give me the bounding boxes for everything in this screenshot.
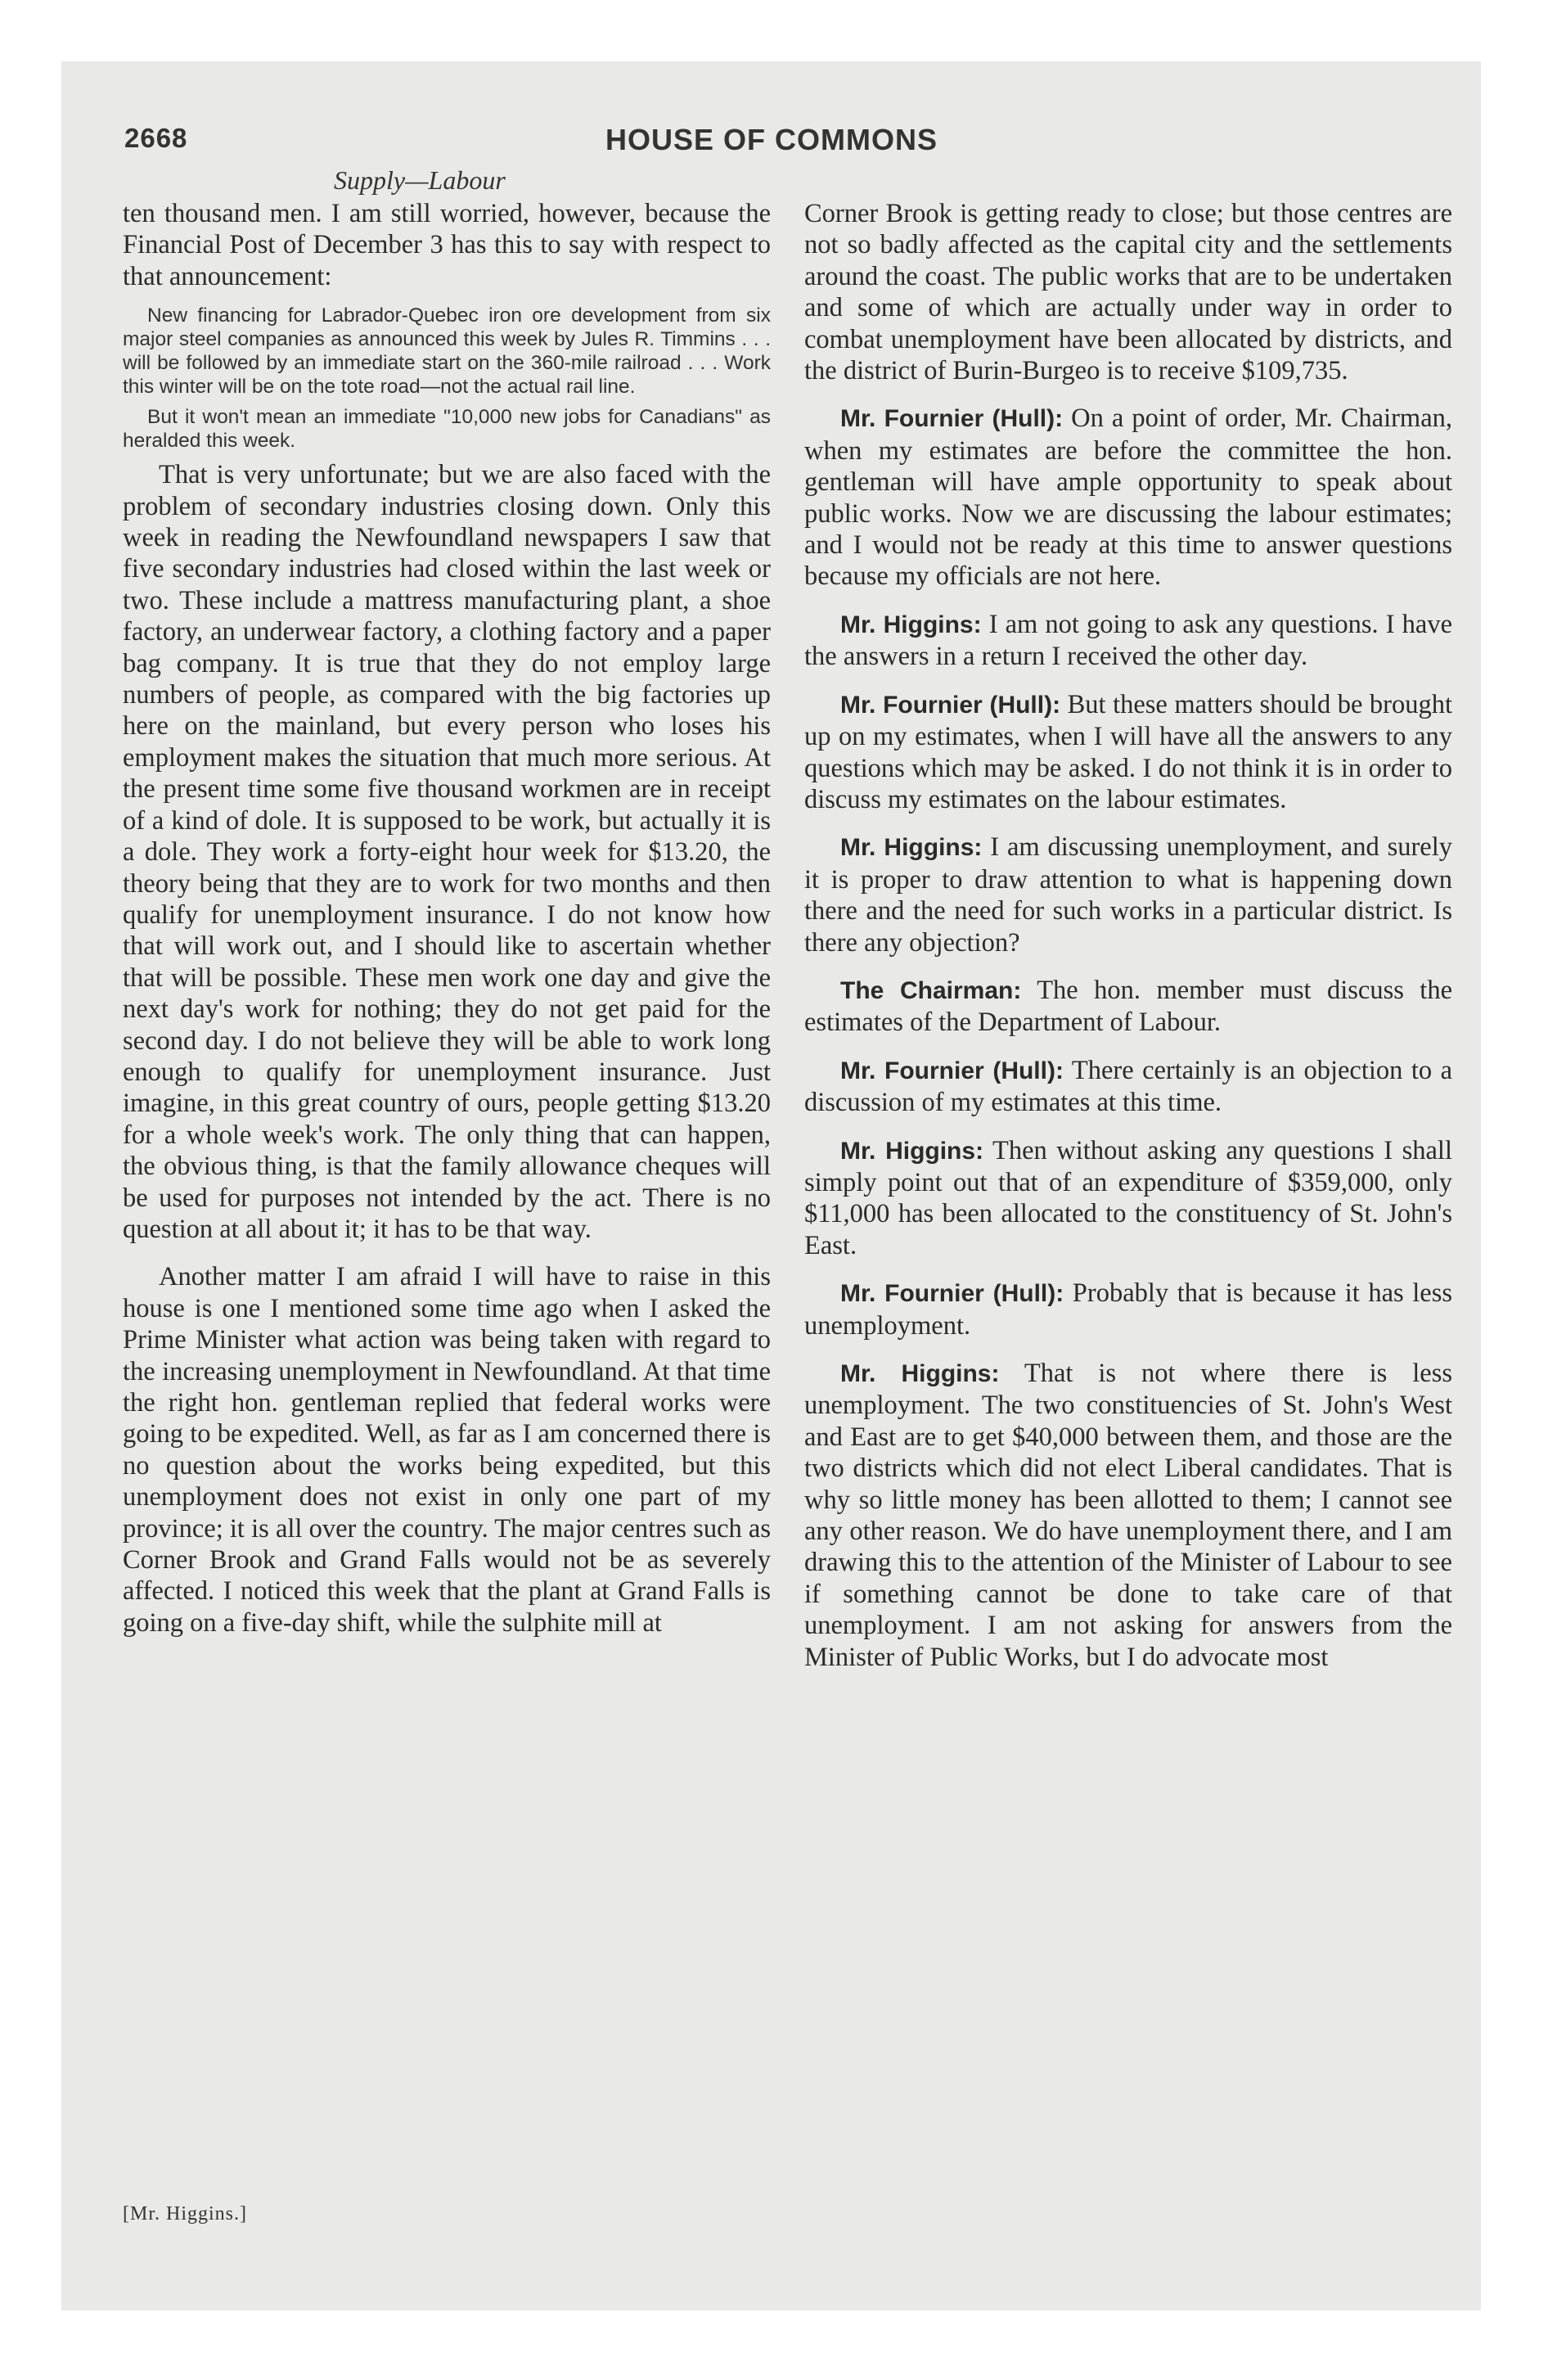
page-number: 2668 xyxy=(124,123,188,153)
speech xyxy=(804,832,1452,958)
quote-paragraph: New financing for Labrador-Quebec iron ore development from six major steel companies as announced this week by Jules R. Timmins . . . will be followed by an immediate start on the 360-mile railroad . . . Work this winter will be on the tote road—not the actual rail line. xyxy=(123,304,771,399)
speech-text: Then without asking any questions I shall simply point out that of an expenditure of $359,000, only $11,000 has been allocated to the constituency of St. John's East. xyxy=(804,1135,1452,1260)
speaker-name: Mr. Fournier (Hull): xyxy=(840,691,1061,719)
footer-attribution: [Mr. Higgins.] xyxy=(123,2203,247,2224)
speaker-name: Mr. Fournier (Hull): xyxy=(840,405,1064,433)
section-heading: Supply—Labour xyxy=(334,165,506,195)
speaker-name: Mr. Fournier (Hull): xyxy=(840,1280,1064,1308)
speech xyxy=(804,1055,1452,1119)
right-column xyxy=(804,198,1452,1689)
paragraph: That is very unfortunate; but we are also faced with the problem of secondary industries closing down. Only this week in reading the Newfoundland newspapers I saw that five secondary industries had closed within the last week or two. These include a mattress manufacturing plant, a shoe factory, an underwear factory, a clothing factory and a paper bag company. It is true that they do not employ large numbers of people, as compared with the big factories up here on the mainland, but every person who loses his employment makes the situation that much more serious. At the present time some five thousand workmen are in receipt of a kind of dole. It is supposed to be work, but actually it is a dole. They work a forty-eight hour week for $13.20, the theory being that they are to work for two months and then qualify for unemployment insurance. I do not know how that will work out, and I should like to ascertain whether that will be possible. These men work one day and give the next day's work for nothing; they do not get paid for the second day. I do not believe they will be able to work long enough to qualify for unemployment insurance. Just imagine, in this great country of ours, people getting $13.20 for a whole week's work. The only thing that can happen, the obvious thing, is that the family allowance cheques will be used for purposes not intended by the act. There is no question at all about it; it has to be that way. xyxy=(123,460,771,1244)
speech-text: Probably that is because it has less unemployment. xyxy=(804,1278,1452,1341)
speech-text: That is not where there is less unemployment. The two constituencies of St. John's West and East are to get $40,000 between them, and those are the two districts which did not elect Liberal candidates. That is why so little money has been allotted to them; I cannot see any other reason. We do have unemployment there, and I am drawing this to the attention of the Minister of Labour to see if something cannot be done to take care of that unemployment. I am not asking for answers from the Minister of Public Works, but I do advocate most xyxy=(804,1359,1452,1672)
speech xyxy=(804,403,1452,592)
speech xyxy=(804,1278,1452,1341)
paragraph: Corner Brook is getting ready to close; but those centres are not so badly affected as the capital city and the settlements around the coast. The public works that are to be undertaken and some of which are actually under way in order to combat unemployment have been allocated by districts, and the district of Burin-Burgeo is to receive $109,735. xyxy=(804,199,1452,386)
speech xyxy=(804,609,1452,673)
speaker-name: Mr. Higgins: xyxy=(840,1137,984,1165)
quote-paragraph: But it won't mean an immediate "10,000 new jobs for Canadians" as heralded this week. xyxy=(123,406,771,453)
paragraph: ten thousand men. I am still worried, however, because the Financial Post of December 3 has this to say with respect to that announcement: xyxy=(123,199,771,291)
speech-text: The hon. member must discuss the estimates of the Department of Labour. xyxy=(804,975,1453,1038)
speech-text: There certainly is an objection to a discussion of my estimates at this time. xyxy=(804,1055,1452,1118)
speech xyxy=(804,1135,1452,1262)
speech-text: I am not going to ask any questions. I have the answers in a return I received the other day. xyxy=(804,609,1452,672)
speech-text: I am discussing unemployment, and surely it is proper to draw attention to what is happening down there and the need for such works in a particular district. Is there any objection? xyxy=(804,832,1452,958)
running-head: HOUSE OF COMMONS xyxy=(605,123,938,156)
block-quote xyxy=(123,304,771,453)
speaker-name: Mr. Fournier (Hull): xyxy=(840,1057,1064,1084)
speech-text: On a point of order, Mr. Chairman, when my estimates are before the committee the hon. gentleman will have ample opportunity to speak about public works. Now we are discussing the labour estimates; and I would not be ready at this time to answer questions because my officials are not here. xyxy=(804,403,1453,592)
speaker-name: Mr. Higgins: xyxy=(840,611,982,638)
speech xyxy=(804,1358,1452,1673)
speech xyxy=(804,975,1452,1039)
speaker-name: Mr. Higgins: xyxy=(840,1360,1000,1387)
paragraph: Another matter I am afraid I will have to raise in this house is one I mentioned some time ago when I asked the Prime Minister what action was being taken with regard to the increasing unemployment in Newfoundland. At that time the right hon. gentleman replied that federal works were going to be expedited. Well, as far as I am concerned there is no question about the works being expedited, but this unemployment does not exist in only one part of my province; it is all over the country. The major centres such as Corner Brook and Grand Falls would not be as severely affected. I noticed this week that the plant at Grand Falls is going on a five-day shift, while the sulphite mill at xyxy=(123,1262,771,1638)
speech-text: But these matters should be brought up on my estimates, when I will have all the answers to any questions which may be asked. I do not think it is in order to discuss my estimates on the labour estimates. xyxy=(804,689,1452,814)
speaker-name: The Chairman: xyxy=(840,976,1022,1004)
speech xyxy=(804,689,1452,816)
speaker-name: Mr. Higgins: xyxy=(840,834,983,862)
left-column xyxy=(123,198,771,1655)
